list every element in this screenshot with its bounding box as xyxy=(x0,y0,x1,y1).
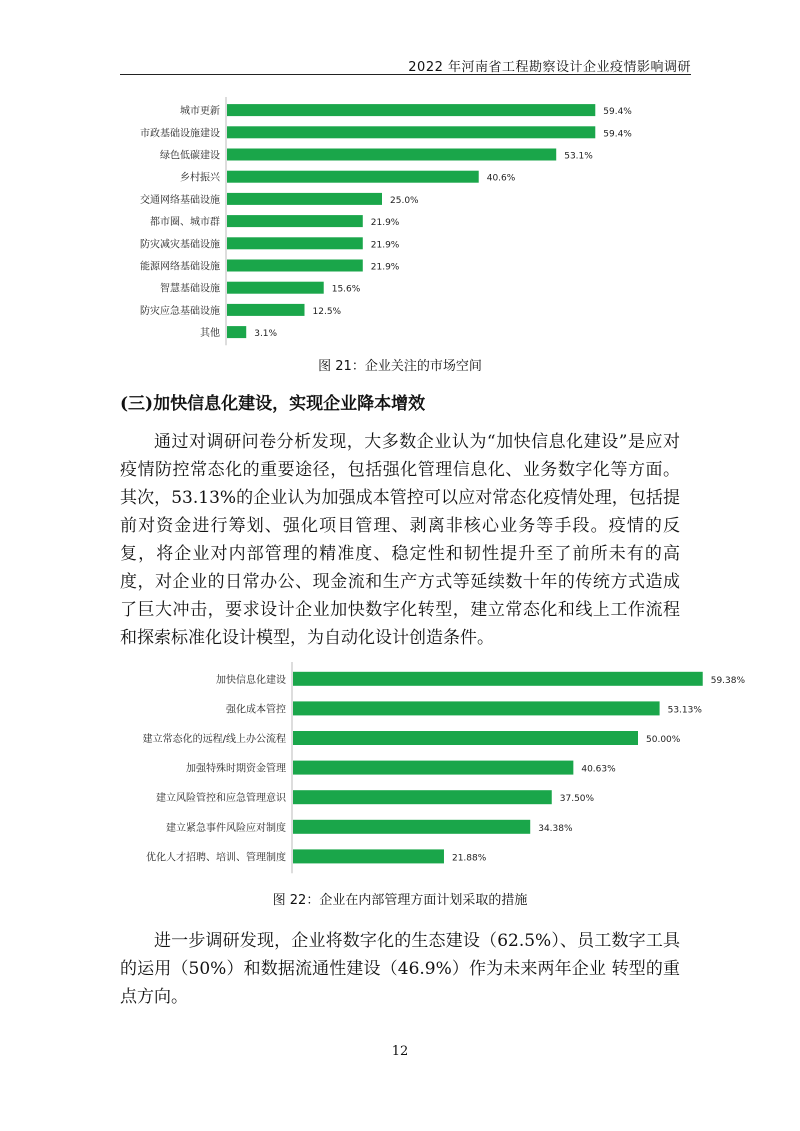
market-value-label: 40.6% xyxy=(486,173,516,184)
measure-category-label: 加快信息化建设 xyxy=(216,674,286,686)
market-value-label: 21.9% xyxy=(370,240,400,251)
page-number: 12 xyxy=(391,1044,409,1059)
measure-category-label: 加强特殊时期资金管理 xyxy=(186,763,286,775)
page-header xyxy=(120,52,691,75)
market-category-label: 防灾应急基础设施 xyxy=(140,305,220,317)
market-bar xyxy=(227,237,363,249)
market-value-label: 59.4% xyxy=(603,107,632,118)
internal-management-bar-chart xyxy=(120,662,746,872)
body-paragraph-2: 进一步调研发现，企业将数字化的生态建设（62.5%）、员工数字工具的运用（50%）和数据流通性建设（46.9%）作为未来两年企业 转型的重点方向。 xyxy=(120,931,680,1007)
market-category-label: 乡村振兴 xyxy=(180,172,220,184)
header-title: 2022 年河南省工程勘察设计企业疫情影响调研 xyxy=(408,60,691,75)
measure-bar xyxy=(293,849,444,863)
market-space-bar-chart-svg xyxy=(120,95,680,345)
market-space-bar-chart xyxy=(120,95,680,345)
measure-bar xyxy=(293,820,530,834)
internal-management-bar-chart-svg xyxy=(120,662,746,872)
market-category-label: 城市更新 xyxy=(180,106,220,118)
market-value-label: 59.4% xyxy=(603,129,632,140)
market-category-label: 都市圈、城市群 xyxy=(150,217,220,229)
market-bar xyxy=(227,193,382,205)
measure-bar xyxy=(293,761,573,775)
market-bar xyxy=(227,326,246,338)
measure-bar xyxy=(293,790,552,804)
market-category-label: 市政基础设施建设 xyxy=(140,128,220,140)
measure-category-label: 优化人才招聘、培训、管理制度 xyxy=(146,852,286,864)
measure-value-label: 34.38% xyxy=(538,823,573,834)
market-value-label: 12.5% xyxy=(312,306,342,317)
market-category-label: 其他 xyxy=(200,328,220,340)
market-bar xyxy=(227,171,479,183)
market-bar xyxy=(227,215,363,227)
market-category-label: 能源网络基础设施 xyxy=(140,261,220,273)
measure-category-label: 建立风险管控和应急管理意识 xyxy=(156,793,286,805)
market-bar xyxy=(227,282,324,294)
measure-category-label: 建立紧急事件风险应对制度 xyxy=(166,822,286,834)
measure-category-label: 强化成本管控 xyxy=(226,704,286,716)
market-value-label: 53.1% xyxy=(564,151,593,162)
measure-bar xyxy=(293,672,703,686)
measure-category-label: 建立常态化的远程/线上办公流程 xyxy=(142,734,286,745)
market-value-label: 15.6% xyxy=(331,284,361,295)
measure-bar xyxy=(293,701,660,715)
market-value-label: 21.9% xyxy=(370,262,400,273)
market-category-label: 交通网络基础设施 xyxy=(140,194,220,206)
measure-value-label: 21.88% xyxy=(451,853,487,864)
market-bar xyxy=(227,104,595,116)
measure-value-label: 59.38% xyxy=(710,675,746,686)
measure-value-label: 37.50% xyxy=(559,794,595,805)
market-value-label: 3.1% xyxy=(254,329,278,340)
figure-22-caption: 图 22：企业在内部管理方面计划采取的措施 xyxy=(272,893,528,908)
market-value-label: 21.9% xyxy=(370,218,400,229)
market-category-label: 智慧基础设施 xyxy=(160,283,220,295)
market-category-label: 防灾减灾基础设施 xyxy=(140,239,220,251)
market-bar xyxy=(227,304,305,316)
market-value-label: 25.0% xyxy=(390,195,419,206)
figure-21-caption: 图 21：企业关注的市场空间 xyxy=(318,359,482,374)
measure-bar xyxy=(293,731,638,745)
measure-value-label: 53.13% xyxy=(667,705,702,716)
market-category-label: 绿色低碳建设 xyxy=(160,150,220,162)
section-heading: (三)加快信息化建设，实现企业降本增效 xyxy=(120,394,426,414)
market-bar xyxy=(227,260,363,272)
market-bar xyxy=(227,126,595,138)
measure-value-label: 50.00% xyxy=(646,735,681,745)
market-bar xyxy=(227,149,556,161)
measure-value-label: 40.63% xyxy=(581,764,616,775)
body-paragraph-1: 通过对调研问卷分析发现，大多数企业认为“加快信息化建设”是应对疫情防控常态化的重要途径，包括强化管理信息化、业务数字化等方面。其次，53.13%的企业认为加强成本管控可以应对常态化疫情处理，包括提前对资金进行筹划、强化项目管理、剥离非核心业务等手段。疫情的反复，将企业对内部管理的精准度、稳定性和韧性提升至了前所未有的高度，对企业的日常办公、现金流和生产方式等延续数十年的传统方式造成了巨大冲击，要求设计企业加快数字化转型，建立常态化和线上工作流程和探索标准化设计模型，为自动化设计创造条件。 xyxy=(120,432,680,648)
